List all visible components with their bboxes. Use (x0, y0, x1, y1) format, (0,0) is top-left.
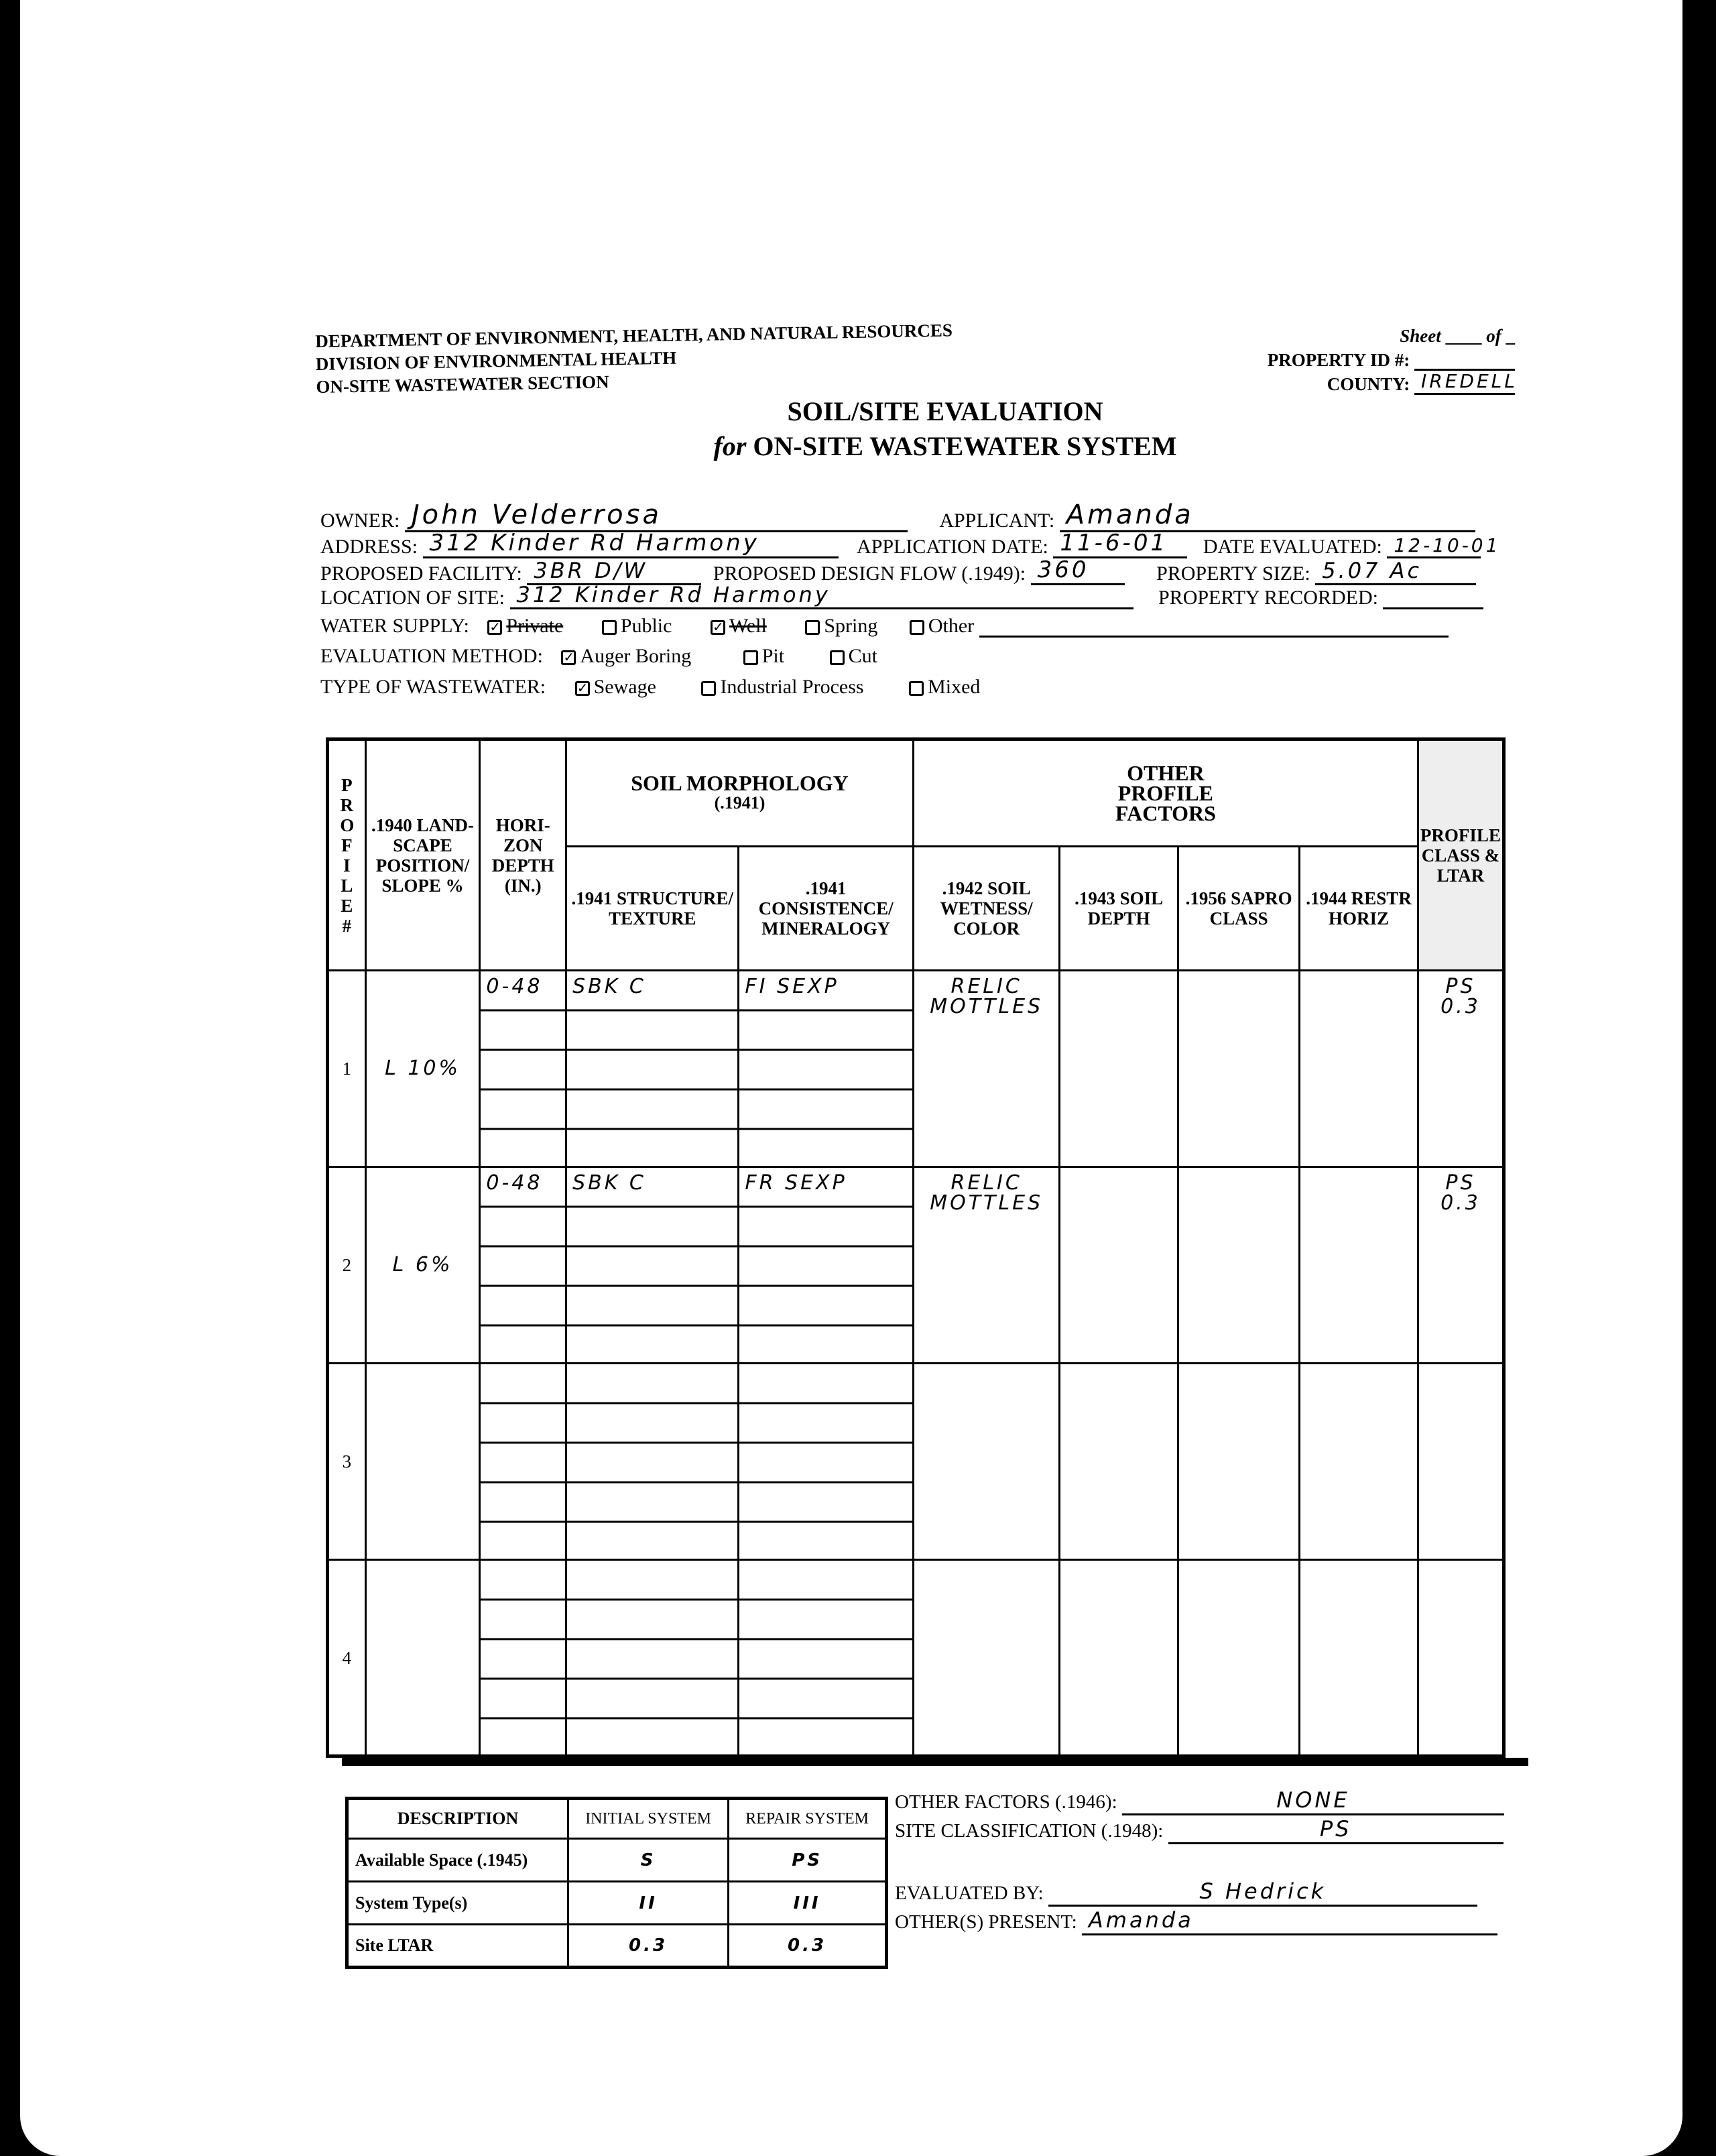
horizon-cell[interactable]: 0-48 (480, 1167, 566, 1364)
wetness-cell[interactable]: RELIC MOTTLES (913, 1167, 1059, 1364)
profile-row (328, 1560, 1504, 1756)
facility-label: PROPOSED FACILITY: (320, 562, 522, 585)
system-type-repair[interactable]: III (729, 1882, 887, 1925)
evaluation-method-row (320, 645, 877, 668)
applicant-field[interactable]: Amanda (1060, 499, 1475, 532)
owner-label: OWNER: (320, 510, 400, 532)
horizon-cell[interactable] (480, 1560, 566, 1756)
facility-field[interactable]: 3BR D/W (527, 558, 701, 585)
site-ltar-repair[interactable]: 0.3 (729, 1925, 887, 1968)
landscape-header: .1940 LAND- SCAPE POSITION/ SLOPE % (365, 739, 480, 971)
sapro-header: .1956 SAPRO CLASS (1178, 847, 1299, 971)
property-id-field[interactable] (1414, 347, 1515, 371)
location-row (320, 582, 1483, 609)
restr-cell[interactable] (1300, 1167, 1418, 1364)
available-space-initial[interactable]: S (568, 1839, 729, 1882)
section-name: ON-SITE WASTEWATER SECTION (316, 371, 609, 397)
checkbox-public[interactable]: Public (602, 615, 672, 637)
checkbox-auger-boring[interactable]: ✓ Auger Boring (561, 645, 691, 667)
landscape-cell[interactable]: L 6% (365, 1167, 480, 1364)
checkbox-well[interactable]: ✓ Well (711, 615, 767, 637)
applicant-label: APPLICANT: (939, 510, 1055, 532)
wetness-cell[interactable] (913, 1560, 1059, 1756)
other-factors-header: OTHER PROFILE FACTORS (913, 739, 1418, 847)
division-name: DIVISION OF ENVIRONMENTAL HEALTH (315, 347, 677, 374)
landscape-cell[interactable] (365, 1560, 480, 1756)
owner-row (320, 499, 1475, 532)
horizon-cell[interactable]: 0-48 (480, 971, 566, 1167)
sapro-cell[interactable] (1178, 1167, 1299, 1364)
system-type-initial[interactable]: II (568, 1882, 729, 1925)
soil-depth-cell[interactable] (1060, 1167, 1178, 1364)
wetness-cell[interactable]: RELIC MOTTLES (913, 971, 1059, 1167)
structure-cell[interactable]: SBK C (566, 1167, 739, 1364)
consistence-cell[interactable]: FR SEXP (739, 1167, 914, 1364)
profile-number: 1 (328, 971, 366, 1167)
form-subtitle (0, 430, 1716, 462)
evaluation-method-label: EVALUATION METHOD: (320, 645, 543, 667)
consistence-header: .1941 CONSISTENCE/ MINERALOGY (739, 847, 914, 971)
profile-row (328, 1167, 1504, 1364)
other-factors-label: OTHER FACTORS (.1946): (895, 1791, 1117, 1813)
sapro-cell[interactable] (1178, 971, 1299, 1167)
property-size-field[interactable]: 5.07 Ac (1315, 558, 1476, 585)
property-id-label: PROPERTY ID #: (1267, 350, 1410, 370)
date-evaluated-field[interactable]: 12-10-01 (1387, 534, 1481, 558)
site-class-label: SITE CLASSIFICATION (.1948): (895, 1820, 1164, 1842)
consistence-cell[interactable]: FI SEXP (739, 971, 914, 1167)
of-label: of (1486, 326, 1502, 346)
department-name: DEPARTMENT OF ENVIRONMENT, HEALTH, AND NATURAL RESOURCES (315, 320, 953, 351)
profile-class-cell[interactable] (1418, 1364, 1504, 1560)
location-label: LOCATION OF SITE: (320, 587, 505, 609)
profile-class-cell[interactable]: PS 0.3 (1418, 1167, 1504, 1364)
repair-system-header: REPAIR SYSTEM (729, 1799, 887, 1839)
sapro-cell[interactable] (1178, 1560, 1299, 1756)
address-field[interactable]: 312 Kinder Rd Harmony (423, 530, 839, 558)
description-header: DESCRIPTION (347, 1799, 568, 1839)
subtitle-prefix: for (713, 431, 747, 461)
sapro-cell[interactable] (1178, 1364, 1299, 1560)
others-present-label: OTHER(S) PRESENT: (895, 1911, 1077, 1933)
profile-class-cell[interactable] (1418, 1560, 1504, 1756)
design-flow-field[interactable]: 360 (1031, 556, 1125, 585)
wetness-cell[interactable] (913, 1364, 1059, 1560)
structure-cell[interactable]: SBK C (566, 971, 739, 1167)
available-space-label: Available Space (.1945) (347, 1839, 568, 1882)
checkbox-cut[interactable]: Cut (830, 645, 877, 667)
profile-class-cell[interactable]: PS 0.3 (1418, 971, 1504, 1167)
restr-cell[interactable] (1300, 1560, 1418, 1756)
profile-row (328, 971, 1504, 1167)
checkbox-pit[interactable]: Pit (743, 645, 784, 667)
consistence-cell[interactable] (739, 1364, 914, 1560)
system-summary-table (345, 1797, 888, 1969)
agency-header (315, 318, 953, 398)
wastewater-row (320, 676, 980, 699)
soil-depth-header: .1943 SOIL DEPTH (1060, 847, 1178, 971)
other-water-field[interactable] (979, 613, 1449, 638)
property-recorded-label: PROPERTY RECORDED: (1158, 587, 1378, 609)
soil-profile-table (326, 737, 1506, 1758)
system-type-label: System Type(s) (347, 1882, 568, 1925)
wetness-header: .1942 SOIL WETNESS/ COLOR (913, 847, 1059, 971)
profile-number: 2 (328, 1167, 366, 1364)
checkbox-mixed[interactable]: Mixed (909, 676, 980, 698)
soil-depth-cell[interactable] (1060, 1560, 1178, 1756)
county-field[interactable]: IREDELL (1414, 371, 1515, 395)
water-supply-row (320, 613, 1449, 638)
site-ltar-label: Site LTAR (347, 1925, 568, 1968)
date-evaluated-label: DATE EVALUATED: (1203, 536, 1382, 558)
checkbox-sewage[interactable]: ✓ Sewage (575, 676, 656, 698)
location-field[interactable]: 312 Kinder Rd Harmony (510, 582, 1133, 609)
owner-field[interactable]: John Velderrosa (405, 499, 908, 532)
structure-cell[interactable] (566, 1364, 739, 1560)
checkbox-spring[interactable]: Spring (805, 615, 877, 637)
structure-header: .1941 STRUCTURE/ TEXTURE (566, 847, 739, 971)
soil-depth-cell[interactable] (1060, 971, 1178, 1167)
address-label: ADDRESS: (320, 536, 418, 558)
checkbox-private[interactable]: ✓ Private (487, 615, 563, 637)
sheet-info: Sheet ____ of _ PROPERTY ID #: COUNTY: IREDELL (1267, 326, 1518, 394)
site-class-field[interactable]: PS (1168, 1815, 1504, 1844)
checkbox-other[interactable]: Other (910, 615, 974, 637)
initial-system-header: INITIAL SYSTEM (568, 1799, 729, 1839)
structure-cell[interactable] (566, 1560, 739, 1756)
checkbox-industrial[interactable]: Industrial Process (701, 676, 863, 698)
profile-number-header: P R O F I L E # (328, 739, 366, 971)
wastewater-label: TYPE OF WASTEWATER: (320, 676, 546, 698)
summary-fields (895, 1787, 1504, 1935)
profile-class-header: PROFILE CLASS & LTAR (1418, 739, 1504, 971)
restr-header: .1944 RESTR HORIZ (1300, 847, 1418, 971)
landscape-cell[interactable] (365, 1364, 480, 1560)
application-date-label: APPLICATION DATE: (857, 536, 1048, 558)
subtitle-text: ON-SITE WASTEWATER SYSTEM (753, 431, 1177, 461)
profile-row (328, 1364, 1504, 1560)
available-space-repair[interactable]: PS (729, 1839, 887, 1882)
others-present-field[interactable]: Amanda (1082, 1907, 1497, 1935)
county-label: COUNTY: (1327, 374, 1410, 394)
property-recorded-field[interactable] (1383, 585, 1483, 609)
consistence-cell[interactable] (739, 1560, 914, 1756)
evaluated-by-field[interactable]: S Hedrick (1048, 1878, 1477, 1907)
design-flow-label: PROPOSED DESIGN FLOW (.1949): (713, 562, 1026, 585)
horizon-cell[interactable] (480, 1364, 566, 1560)
address-row (320, 530, 1501, 558)
soil-morphology-header: SOIL MORPHOLOGY (.1941) (566, 739, 914, 847)
form-title: SOIL/SITE EVALUATION (787, 396, 1103, 426)
property-size-label: PROPERTY SIZE: (1156, 562, 1310, 585)
profile-number: 3 (328, 1364, 366, 1560)
horizon-header: HORI- ZON DEPTH (IN.) (480, 739, 566, 971)
other-factors-field[interactable]: NONE (1122, 1787, 1504, 1815)
water-supply-label: WATER SUPPLY: (320, 615, 469, 637)
restr-cell[interactable] (1300, 1364, 1418, 1560)
application-date-field[interactable]: 11-6-01 (1053, 530, 1187, 558)
soil-depth-cell[interactable] (1060, 1364, 1178, 1560)
site-ltar-initial[interactable]: 0.3 (568, 1925, 729, 1968)
landscape-cell[interactable]: L 10% (365, 971, 480, 1167)
evaluated-by-label: EVALUATED BY: (895, 1882, 1044, 1904)
table-bottom-rule (342, 1758, 1528, 1766)
facility-row (320, 556, 1476, 585)
sheet-label: Sheet (1400, 326, 1441, 346)
restr-cell[interactable] (1300, 971, 1418, 1167)
profile-number: 4 (328, 1560, 366, 1756)
